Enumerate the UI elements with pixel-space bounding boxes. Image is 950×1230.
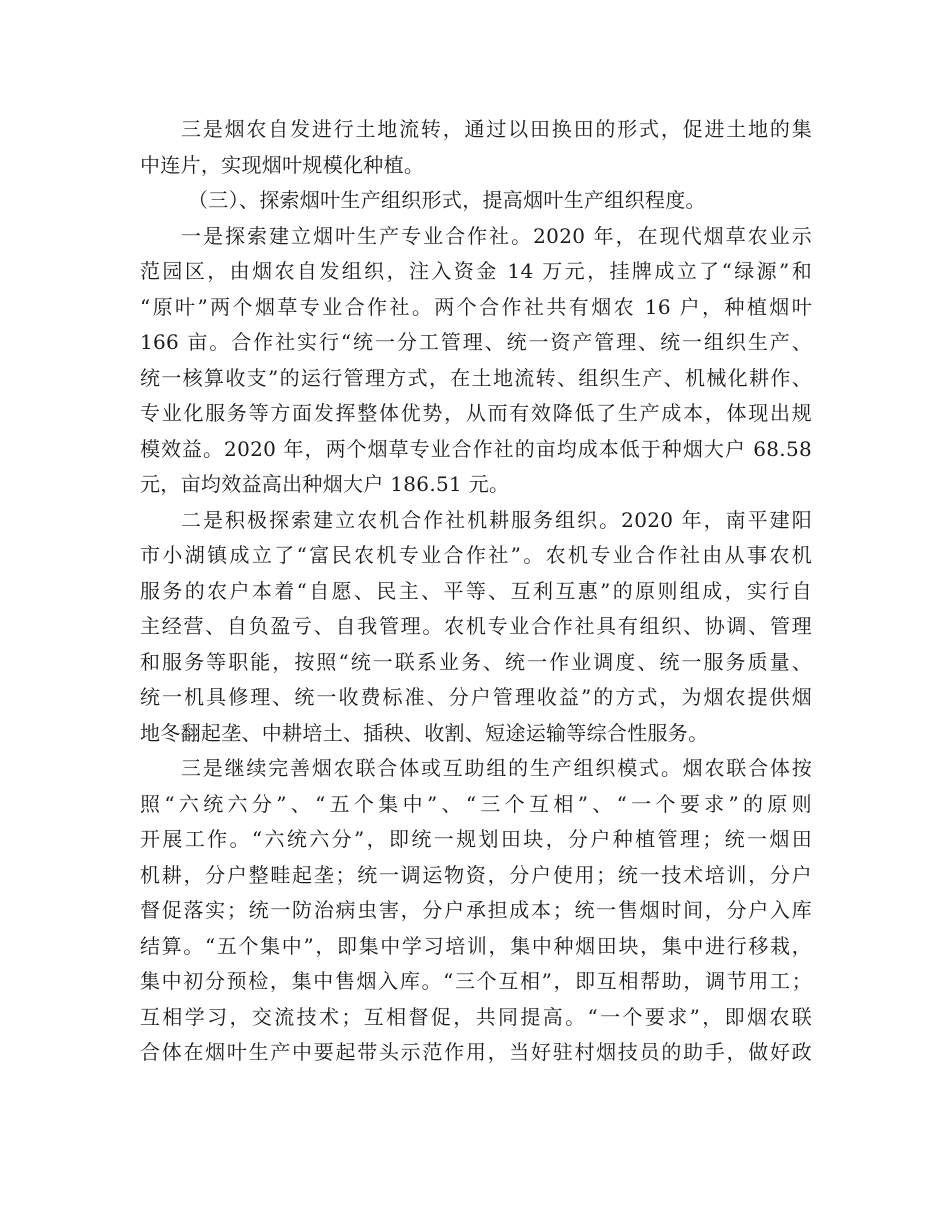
text-line: 合体在烟叶生产中要起带头示范作用，当好驻村烟技员的助手，做好政: [140, 1040, 812, 1064]
text-line: 专业化服务等方面发挥整体优势，从而有效降低了生产成本，体现出规: [140, 401, 812, 425]
text-line: 范园区，由烟农自发组织，注入资金 14 万元，挂牌成立了“绿源”和: [140, 259, 812, 283]
text-line: 服务的农户本着“自愿、民主、平等、互利互惠”的原则组成，实行自: [140, 578, 812, 603]
text-line: 元，亩均效益高出种烟大户 186.51 元。: [140, 472, 510, 496]
text-line: 主经营、自负盈亏、自我管理。农机专业合作社具有组织、协调、管理: [140, 614, 812, 638]
heading-text: （三）、探索烟叶生产组织形式，提高烟叶生产组织程度。: [188, 188, 706, 212]
text-line: 三是继续完善烟农联合体或互助组的生产组织模式。烟农联合体按: [181, 756, 812, 780]
paragraph-cooperative: [140, 219, 812, 503]
text-line: 集中初分预检，集中售烟入库。“三个互相”，即互相帮助，调节用工；: [140, 969, 812, 993]
text-line: 结算。“五个集中”，即集中学习培训，集中种烟田块，集中进行移栽，: [140, 933, 812, 958]
text-line: 统一核算收支”的运行管理方式，在土地流转、组织生产、机械化耕作、: [140, 365, 812, 390]
text-line: 二是积极探索建立农机合作社机耕服务组织。2020 年，南平建阳: [181, 507, 812, 532]
text-line: 开展工作。“六统六分”，即统一规划田块，分户种植管理；统一烟田: [140, 827, 812, 851]
section-heading: [140, 183, 812, 219]
paragraph-land-transfer: [140, 112, 812, 183]
text-line: 166 亩。合作社实行“统一分工管理、统一资产管理、统一组织生产、: [140, 330, 812, 354]
text-line: 中连片，实现烟叶规模化种植。: [140, 152, 425, 177]
text-line: 照“六统六分”、“五个集中”、“三个互相”、“一个要求”的原则: [140, 791, 812, 816]
text-line: 一是探索建立烟叶生产专业合作社。2020 年，在现代烟草农业示: [181, 223, 812, 248]
text-line: 和服务等职能，按照“统一联系业务、统一作业调度、统一服务质量、: [140, 649, 812, 674]
document-body: [140, 112, 812, 1071]
text-line: 地冬翻起垄、中耕培土、插秧、收割、短途运输等综合性服务。: [140, 720, 709, 745]
text-line: 三是烟农自发进行土地流转，通过以田换田的形式，促进土地的集: [181, 117, 812, 141]
paragraph-machinery: [140, 503, 812, 752]
paragraph-alliance: [140, 751, 812, 1071]
text-line: 机耕，分户整畦起垄；统一调运物资，分户使用；统一技术培训，分户: [140, 862, 812, 887]
text-line: 模效益。2020 年，两个烟草专业合作社的亩均成本低于种烟大户 68.58: [140, 436, 812, 461]
text-line: 互相学习，交流技术；互相督促，共同提高。“一个要求”，即烟农联: [140, 1004, 812, 1029]
text-line: 统一机具修理、统一收费标准、分户管理收益”的方式，为烟农提供烟: [140, 685, 812, 709]
text-line: 督促落实；统一防治病虫害，分户承担成本；统一售烟时间，分户入库: [140, 898, 812, 922]
text-line: “原叶”两个烟草专业合作社。两个合作社共有烟农 16 户，种植烟叶: [140, 294, 812, 319]
text-line: 市小湖镇成立了“富民农机专业合作社”。农机专业合作社由从事农机: [140, 543, 812, 567]
